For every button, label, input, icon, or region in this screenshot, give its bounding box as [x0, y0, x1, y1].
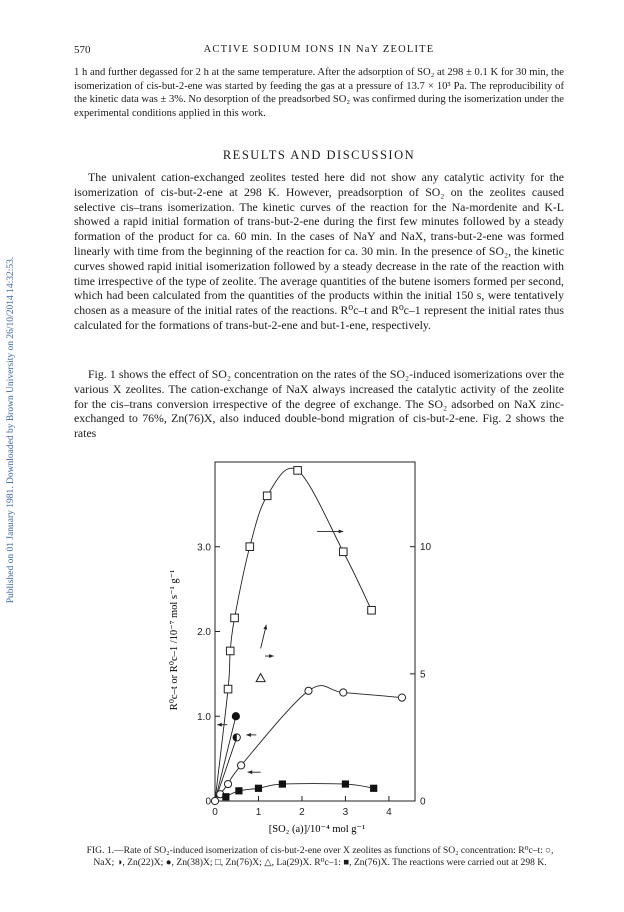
marker-open-square [339, 548, 347, 556]
marker-open-triangle [256, 674, 265, 682]
marker-open-square [368, 606, 376, 614]
arrow-left-axis [261, 625, 267, 649]
y-right-tick-label: 5 [420, 669, 426, 681]
intro-paragraph: 1 h and further degassed for 2 h at the same temperature. After the adsorption of SO₂ at 298 ± 0.1 K for 30 min, the isomerization of cis-but-2-ene was started by feeding the gas at a pressure of 13.7 × 10³ Pa. The reproducibility of the kinetic data was ± 3%. No desorption of the preadsorbed SO₂ was confirmed during the isomerization under the experimental conditions applied in this work. [74, 67, 564, 119]
marker-open-square [263, 492, 271, 500]
y-axis-label: R⁰c–t or R⁰c–1 /10⁻⁷ mol s⁻¹ g⁻¹ [169, 569, 180, 711]
marker-open-square [226, 647, 234, 655]
marker-open-square [294, 467, 302, 475]
y-left-tick-label: 3.0 [197, 542, 211, 554]
page-header [74, 44, 564, 58]
marker-filled-square [222, 793, 229, 800]
y-right-tick-label: 0 [420, 796, 426, 808]
publication-info: Published on 01 January 1981. Downloaded by Brown University on 26/10/2014 14:32:53. [6, 256, 16, 604]
x-tick-label: 3 [342, 807, 349, 818]
results-paragraph-2: Fig. 1 shows the effect of SO₂ concentration on the rates of the SO₂-induced isomerizations over the various X zeolites. The cation-exchange of NaX always increased the catalytic activity of the zeolite for the cis–trans conversion irrespective of the degree of exchange. The SO₂ adsorbed on NaX zinc-exchanged to 76%, Zn(76)X, also induced double-bond migration of cis-but-2-ene. Fig. 2 shows the rates [74, 367, 564, 441]
marker-open-circle [398, 694, 405, 701]
arrow-right-axis [265, 654, 274, 658]
curve-zn-76-x [215, 468, 372, 801]
plot-border [215, 462, 415, 801]
arrow-right-axis [317, 529, 343, 533]
arrow-left-axis [246, 733, 256, 737]
marker-filled-circle [232, 713, 239, 720]
arrow-head [269, 654, 274, 658]
plot-frame [215, 462, 415, 801]
y-left-tick-label: 2.0 [197, 627, 211, 638]
marker-filled-square [370, 785, 377, 792]
y-right-tick-label: 10 [420, 542, 432, 554]
marker-filled-square [255, 785, 262, 792]
data-curves [215, 468, 402, 801]
x-tick-label: 4 [386, 807, 392, 818]
x-tick-label: 2 [299, 807, 305, 818]
arrow-head [217, 723, 222, 727]
marker-open-circle [224, 780, 231, 787]
marker-origin [211, 797, 218, 804]
marker-open-circle [340, 689, 347, 696]
running-title: ACTIVE SODIUM IONS IN NaY ZEOLITE [203, 44, 435, 55]
arrow-left-axis [217, 723, 227, 727]
marker-open-square [231, 614, 239, 622]
publication-sidebar [4, 150, 18, 710]
marker-half-circle [233, 734, 240, 741]
marker-filled-square [235, 787, 242, 794]
section-heading: RESULTS AND DISCUSSION [222, 148, 416, 162]
x-tick-label: 1 [255, 807, 262, 818]
y-left-tick-label: 1.0 [197, 711, 211, 723]
y-left-tick-label: 0 [205, 796, 211, 808]
x-tick-label: 0 [212, 807, 218, 818]
data-markers [211, 467, 405, 805]
arrow-head [248, 770, 253, 774]
page-number: 570 [74, 44, 91, 56]
marker-open-square [246, 543, 254, 551]
figure-1-chart [160, 450, 480, 840]
curve-zn-76-x-r-c-1 [226, 784, 374, 797]
marker-open-circle [237, 762, 244, 769]
arrow-head [339, 529, 344, 533]
marker-filled-square [342, 780, 349, 787]
marker-open-circle [305, 687, 312, 694]
marker-open-square [224, 685, 232, 693]
results-paragraph-1: The univalent cation-exchanged zeolites tested here did not show any catalytic activity for the isomerization of cis-but-2-ene at 298 K. However, preadsorption of SO₂ on the zeolites caused selective cis–trans isomerization. The kinetic curves of the reaction for the Na-mordenite and K-L showed a rapid initial formation of trans-but-2-ene during the first few minutes followed by a steady formation of the product for ca. 60 min. In the cases of NaY and NaX, trans-but-2-ene was formed linearly with time from the beginning of the reaction for ca. 30 min. In the presence of SO₂, the kinetic curves showed rapid initial isomerization followed by a steady decrease in the rate of the reaction with time irrespective of the type of zeolite. The average quantities of the butene isomers formed per second, which had been calculated from the quantities of the products within the initial 150 s, were tentatively chosen as a measure of the initial rates of the reactions. R⁰c–t and R⁰c–1 represent the initial rates thus calculated for the formations of trans-but-2-ene and but-1-ene, respectively. [74, 170, 564, 332]
x-axis-label: [SO₂ (a)]/10⁻⁴ mol g⁻¹ [268, 824, 366, 835]
arrow-head [246, 733, 251, 737]
figure-caption: FIG. 1.—Rate of SO₂-induced isomerization of cis-but-2-ene over X zeolites as functions of SO₂ concentration: R⁰c–t: ○, NaX; ◑, Zn(22)X; ●, Zn(38)X; □, Zn(76)X; △, La(29)X. R⁰c–1: ■, Zn(76)X. The reactions were carried out at 298 K. [86, 845, 554, 868]
marker-filled-square [279, 780, 286, 787]
arrow-left-axis [248, 770, 261, 774]
